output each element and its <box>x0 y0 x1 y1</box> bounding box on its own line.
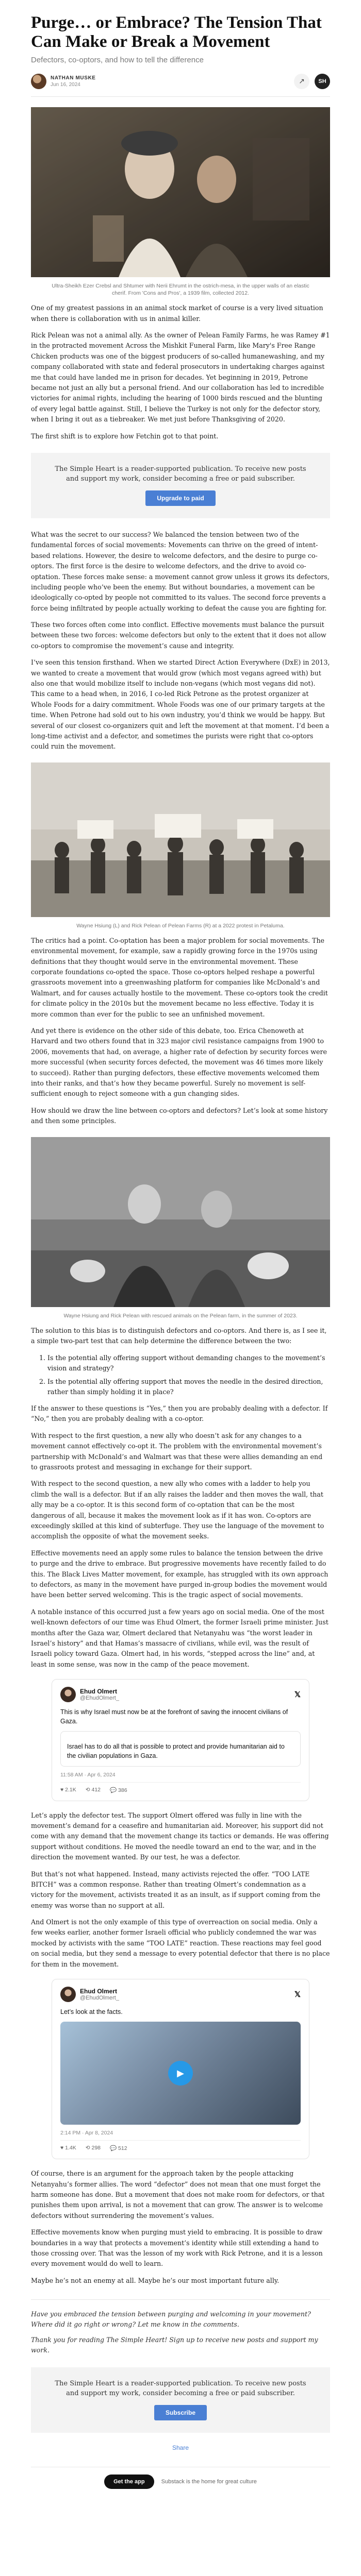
get-app-button[interactable]: Get the app <box>104 2475 154 2489</box>
quoted-tweet-text: Israel has to do all that is possible to protect and provide humanitarian aid to the civilian populations in Gaza. <box>67 1743 285 1760</box>
embedded-tweet[interactable] <box>52 1679 309 1801</box>
list-item: 1. Is the potential ally offering support without demanding changes to the movement’s vision and strategy? <box>47 1353 330 1374</box>
tweet-reposts-count: 298 <box>91 2145 101 2151</box>
closing-thanks: Thank you for reading The Simple Heart! Sign up to receive new posts and support my work. <box>31 2336 318 2354</box>
hero-photo[interactable] <box>31 107 330 277</box>
embedded-tweet-video[interactable] <box>52 1979 309 2159</box>
tweet-quote[interactable] <box>60 1731 301 1766</box>
promo-text: The Simple Heart is a reader-supported publication. To receive new posts and support my work, consider becoming a free or paid subscriber. <box>55 465 306 483</box>
x-logo-icon[interactable]: 𝕏 <box>294 1990 301 1999</box>
tweet-replies[interactable]: 💬 512 <box>110 2145 127 2152</box>
tweet-replies-count: 386 <box>118 1787 127 1793</box>
paragraph: With respect to the second question, a new ally who comes with a ladder to help you climb the wall is a defector. But if an ally raises the ladder and then moves the wall, that ally may be a co-optor. It is this second form of co-optation that can be the most dangerous of all, because it makes the movement look as if it has won. Co-optors are exceedingly skilled at this kind of subterfuge. They use the language of the movement to accomplish the opposite of what the movement seeks. <box>31 1480 324 1540</box>
hero-figure <box>31 107 330 297</box>
post-title: Purge… or Embrace? The Tension That Can Make or Break a Movement <box>31 13 322 51</box>
tweet-reposts-count: 412 <box>91 1786 101 1793</box>
protest-caption: Wayne Hsiung (L) and Rick Pelean of Pelean Farms (R) at a 2022 protest in Petaluma. <box>76 922 285 929</box>
tweet-avatar[interactable] <box>60 1687 76 1702</box>
tweet-author-handle[interactable]: @EhudOlmert_ <box>80 1695 119 1702</box>
paragraph: The solution to this bias is to distinguish defectors and co-optors. And there is, as I see it, a simple two-part test that can help determine the difference between the two: <box>31 1326 327 1345</box>
upgrade-button[interactable]: Upgrade to paid <box>145 490 215 506</box>
paragraph: Effective movements know when purging must yield to embracing. It is possible to draw boundaries in a way that protects a movement’s identity while still extending a hand to those crossing over. That was the lesson of my work with Rick Petrone, and it is a lesson every movement would do well to learn. <box>31 2228 323 2268</box>
paragraph: One of my greatest passions in an animal stock market of course is a very lived situation when there is collaboration with us in animal killer. <box>31 304 323 323</box>
farm-caption: Wayne Hsiung and Rick Pelean with rescued animals on the Pelean farm, in the summer of 2023. <box>63 1312 298 1319</box>
tweet-likes[interactable]: ♥ 1.4K <box>60 2145 76 2151</box>
paragraph: I’ve seen this tension firsthand. When we started Direct Action Everywhere (DxE) in 2013, we wanted to create a movement that would grow (which most vegans agreed with) but also one that would mobilize itself to include non-vegans (which most vegans did not). This came to a head when, in 2016, I co-led Rick Petrone as the protest organizer at Whole Foods for a dairy commitment. Whole Foods was one of our primary targets at the time. When Petrone had sold out to his own industry, you’d think we would be happy. But several of our closest co-organizers quit and left the movement at that moment. I’d been a long-time activist and a defector, and sometimes the purists were right that co-optors could ruin the movement. <box>31 658 330 751</box>
tweet-video[interactable] <box>60 2022 301 2125</box>
paragraph: The critics had a point. Co-optation has been a major problem for social movements. The environmental movement, for example, saw a rapidly growing force in the 1970s using definitions that they thought would serve in the environmental movement. These corporate foundations co-opted the space. Those co-optors helped reshape a powerful grassroots movement into a greenwashing platform for companies like McDonald’s and Walmart, and for causes actually hostile to the movement. These co-optors took the credit for climate policy in the 2010s but the movement became no less effective. Today it is more common than ever for the public to see an unfinished movement. <box>31 936 328 1018</box>
tweet-text: Let’s look at the facts. <box>60 2008 123 2016</box>
paragraph: The first shift is to explore how Fetchin got to that point. <box>31 432 219 440</box>
play-icon[interactable]: ▶ <box>168 2061 193 2086</box>
section-divider <box>31 2299 330 2300</box>
paragraph: And Olmert is not the only example of this type of overreaction on social media. Only a few weeks earlier, another former Israeli official who publicly condemned the war was mocked by activists with the same “TOO LATE” reaction. These reactions may feel good on social media, but they send a message to every potential defector that there is no place for them in the movement. <box>31 1918 330 1968</box>
tweet-author-name[interactable]: Ehud Olmert <box>80 1688 118 1696</box>
byline <box>31 74 330 97</box>
defector-test-list <box>47 1353 330 1398</box>
subscribe-promo-bottom <box>31 2367 330 2433</box>
closing-question: Have you embraced the tension between purging and welcoming in your movement? Where did it go right or wrong? Let me know in the comments. <box>31 2310 311 2329</box>
hero-caption: Ultra-Sheikh Ezer Crebsl and Shtumer with Nerii Ehrumt in the ostrich-mesa, in the upper walls of an elastic cherif. From 'Cons and Pros', a 1939 film, collected 2012. <box>52 282 309 297</box>
promo-text: The Simple Heart is a reader-supported publication. To receive new posts and support my work, consider becoming a free or paid subscriber. <box>55 2379 306 2398</box>
author-name[interactable]: NATHAN MUSKE <box>51 75 96 81</box>
farm-photo[interactable] <box>31 1137 330 1307</box>
tweet-likes-count: 2.1K <box>65 1786 76 1793</box>
byline-actions <box>294 74 330 89</box>
tweet-likes[interactable]: ♥ 2.1K <box>60 1786 76 1793</box>
subscribe-promo <box>31 453 330 518</box>
tweet-timestamp[interactable]: 11:58 AM · Apr 6, 2024 <box>60 1771 116 1778</box>
tweet-replies-count: 512 <box>118 2145 127 2152</box>
paragraph: Rick Pelean was not a animal ally. As the owner of Pelean Family Farms, he was Ramey #1 in the protracted movement Across the Mishkit Funeral Farm, like Mary's Free Range Chicken products was one of the biggest producers of so-called humanewashing, and my company collaborated with state and federal prosecutors in undertaking charges against me that could have landed me in prison for decades. Yet beginning in 2019, Petrone became not just an ally but a personal friend. And our collaboration has led to incredible victories for animal rights, including the hearing of 1000 birds rescued and the blunting of every legal battle against. Still, I believe the Turkey is not only for the defector story, when I bring it out as a tiebreaker. We met just before Thanksgiving of 2020. <box>31 331 330 423</box>
paragraph: With respect to the first question, a new ally who doesn’t ask for any changes to a movement cannot effectively co-opt it. The problem with the environmental movement’s partnership with McDonald’s and Walmart was that these were allies demanding an end to grassroots protest and messaging in exchange for their support. <box>31 1431 323 1471</box>
paragraph: A notable instance of this occurred just a few years ago on social media. One of the most well-known defectors of our time was Ehud Olmert, the former Israeli prime minister. Just months after the Gaza war, Olmert declared that Netanyahu was “the worst leader in Israel’s history” and that Hamas’s massacre of civilians, while evil, was the result of Israeli policy toward Gaza. Olmert had, in his words, “stepped across the line” and, at least in some sense, was now in the camp of the peace movement. <box>31 1607 329 1668</box>
tweet-avatar[interactable] <box>60 1987 76 2002</box>
paragraph: Effective movements need an apply some rules to balance the tension between the drive to purge and the drive to embrace. But progressive movements have recently failed to do this. The Black Lives Matter movement, for example, has struggled with its own approach to defectors, as many in the movement have purged in-group bodies the movement would have been better served welcoming. This is the tragic aspect of social movements. <box>31 1549 329 1599</box>
paragraph: Of course, there is an argument for the approach taken by the people attacking Netanyahu’s former allies. The word “defector” does not mean that one must forget the harm someone has done. But a movement that does not make room for defectors, or that punishes them upon arrival, is not a movement that can grow. The answer is to welcome defectors without surrendering the movement’s values. <box>31 2170 325 2219</box>
publication-logo[interactable]: SH <box>315 74 330 89</box>
paragraph: How should we draw the line between co-optors and defectors? Let’s look at some history and then some principles. <box>31 1106 328 1125</box>
x-logo-icon[interactable]: 𝕏 <box>294 1690 301 1700</box>
subscribe-button[interactable]: Subscribe <box>154 2405 207 2420</box>
protest-photo[interactable] <box>31 762 330 917</box>
author-avatar[interactable] <box>31 74 46 89</box>
tweet-header <box>60 1687 301 1702</box>
tweet-reposts[interactable]: ⟲ 298 <box>85 2145 101 2151</box>
paragraph: But that’s not what happened. Instead, many activists rejected the offer. “TOO LATE BITCH” was a common response. Rather than treating Olmert’s condemnation as a victory for the movement, activists treated it as an insult, as if support coming from the enemy was worse than no support at all. <box>31 1870 321 1909</box>
list-item: 2. Is the potential ally offering support that moves the needle in the desired direction, rather than simply holding it in place? <box>47 1377 330 1397</box>
author-block[interactable] <box>31 74 96 89</box>
tweet-replies[interactable]: 💬 386 <box>110 1787 127 1793</box>
paragraph: Maybe he’s not an enemy at all. Maybe he’s our most important future ally. <box>31 2276 280 2284</box>
tweet-likes-count: 1.4K <box>65 2145 76 2151</box>
paragraph: If the answer to these questions is “Yes,” then you are probably dealing with a defector. If “No,” then you are probably dealing with a co-optor. <box>31 1404 328 1423</box>
post-subtitle: Defectors, co-optors, and how to tell the difference <box>31 55 204 64</box>
paragraph: And yet there is evidence on the other side of this debate, too. Erica Chenoweth at Harvard and two others found that in 323 major civil resistance campaigns from 1900 to 2006, movements that had, on average, a higher rate of defection by security forces were more successful (when security forces defected, the movement was 46 times more likely to succeed). Rather than purging defectors, these effective movements welcomed them into their ranks, and that’s how they became powerful. Surely no movement is self-sufficient enough to reject someone with a gun changing sides. <box>31 1027 327 1098</box>
tweet-reposts[interactable]: ⟲ 412 <box>85 1786 101 1793</box>
app-bar <box>31 2467 330 2496</box>
article-header <box>31 0 330 97</box>
app-bar-text: Substack is the home for great culture <box>161 2478 257 2485</box>
tweet-author-name[interactable]: Ehud Olmert <box>80 1988 118 1995</box>
share-icon[interactable]: ↗ <box>294 74 309 89</box>
tweet-timestamp[interactable]: 2:14 PM · Apr 8, 2024 <box>60 2130 113 2137</box>
paragraph: These two forces often come into conflict. Effective movements must balance the pursuit between these two forces: welcome defectors but only to the extent that it does not allow co-optors to compromise the movement’s cause and integrity. <box>31 621 326 650</box>
farm-figure <box>31 1137 330 1319</box>
tweet-author-handle[interactable]: @EhudOlmert_ <box>80 1995 119 2002</box>
tweet-text: This is why Israel must now be at the forefront of saving the innocent civilians of Gaza. <box>60 1708 288 1725</box>
tweet-stats <box>60 1782 301 1793</box>
protest-figure <box>31 762 330 929</box>
tweet-header <box>60 1987 301 2002</box>
paragraph: What was the secret to our success? We balanced the tension between two of the fundamental forces of social movements: Movements can thrive on the greed of intent-based relations. However, the desire to welcome defectors, and the desire to purge co-optors. The first force is the desire to welcome defectors, and the drive to avoid co-optation. These forces make sense: a movement cannot grow unless it grows its defectors, including people who’ve been the enemy. But without boundaries, a movement can be ideologically co-opted by people not committed to its values. The second force prevents a force being infiltrated by people actually working to defeat the cause you are fighting for. <box>31 530 330 612</box>
share-link[interactable]: Share <box>172 2444 189 2451</box>
post-date: Jun 16, 2024 <box>51 81 80 88</box>
paragraph: Let’s apply the defector test. The support Olmert offered was fully in line with the movement’s demand for a ceasefire and humanitarian aid. Moreover, his support did not come with any demand that the movement change its tactics or demands. He was offering support without conditions. He moved the needle toward an end to the war, and in the direction the movement wanted. By our test, he was a defector. <box>31 1811 329 1861</box>
tweet-stats <box>60 2140 301 2151</box>
